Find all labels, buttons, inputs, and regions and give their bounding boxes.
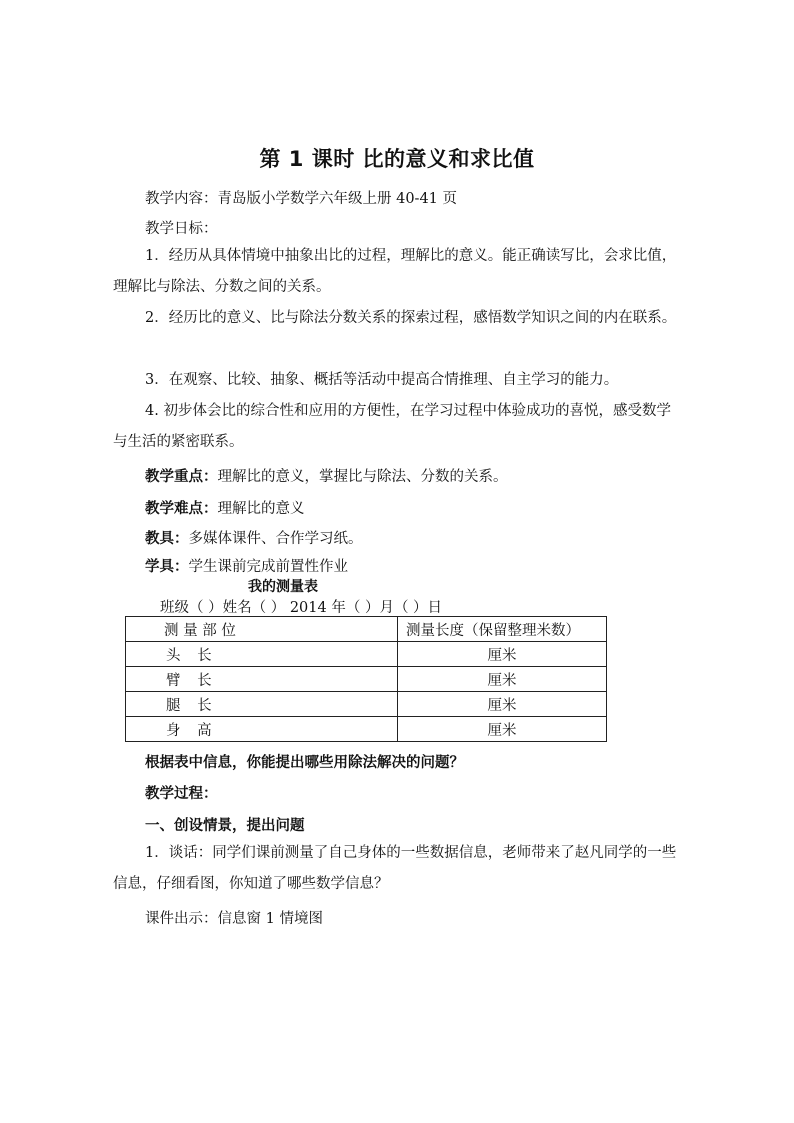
row-unit: 厘米 bbox=[398, 642, 607, 667]
key-point bbox=[145, 465, 508, 486]
lesson-title: 第 1 课时 比的意义和求比值 bbox=[259, 147, 535, 171]
header-part: 测 量 部 位 bbox=[126, 617, 398, 642]
difficulty-label: 教学难点： bbox=[145, 501, 218, 517]
step-1: 1．谈话：同学们课前测量了自己身体的一些数据信息，老师带来了赵凡同学的一些信息，仔细看图，你知道了哪些数学信息？ bbox=[113, 845, 677, 892]
header-length: 测量长度（保留整理米数） bbox=[398, 617, 607, 642]
row-unit: 厘米 bbox=[398, 717, 607, 742]
table-row bbox=[126, 692, 607, 717]
objective-4: 4. 初步体会比的综合性和应用的方便性，在学习过程中体验成功的喜悦，感受数学与生活的紧密联系。 bbox=[113, 403, 671, 450]
student-tools-text: 学生课前完成前置性作业 bbox=[188, 559, 348, 575]
difficulty bbox=[145, 497, 305, 518]
row-part: 身 高 bbox=[126, 717, 398, 742]
table-row bbox=[126, 642, 607, 667]
process-label: 教学过程： bbox=[145, 786, 218, 802]
teaching-content: 教学内容：青岛版小学数学六年级上册 40-41 页 bbox=[145, 191, 458, 207]
objective-1: 1．经历从具体情境中抽象出比的过程，理解比的意义。能正确读写比，会求比值，理解比与除法、分数之间的关系。 bbox=[113, 248, 677, 295]
measurement-table bbox=[125, 616, 607, 742]
row-part: 头 长 bbox=[126, 642, 398, 667]
objective-2: 2．经历比的意义、比与除法分数关系的探索过程，感悟数学知识之间的内在联系。 bbox=[145, 310, 677, 326]
key-point-label: 教学重点： bbox=[145, 469, 218, 485]
student-tools-label: 学具： bbox=[145, 559, 189, 575]
row-part: 腿 长 bbox=[126, 692, 398, 717]
objective-3: 3．在观察、比较、抽象、概括等活动中提高合情推理、自主学习的能力。 bbox=[145, 372, 619, 388]
tools-text: 多媒体课件、合作学习纸。 bbox=[188, 531, 363, 547]
row-unit: 厘米 bbox=[398, 667, 607, 692]
table-row bbox=[126, 717, 607, 742]
tools bbox=[145, 527, 363, 548]
row-unit: 厘米 bbox=[398, 692, 607, 717]
question: 根据表中信息，你能提出哪些用除法解决的问题？ bbox=[145, 755, 464, 771]
student-tools bbox=[145, 555, 348, 576]
table-row bbox=[126, 667, 607, 692]
table-title: 我的测量表 bbox=[248, 579, 318, 595]
section-1-heading: 一、创设情景，提出问题 bbox=[145, 818, 305, 834]
objectives-label: 教学日标： bbox=[145, 221, 218, 237]
table-header-row bbox=[126, 617, 607, 642]
key-point-text: 理解比的意义，掌握比与除法、分数的关系。 bbox=[217, 469, 508, 485]
courseware-line: 课件出示：信息窗 1 情境图 bbox=[145, 911, 323, 927]
tools-label: 教具： bbox=[145, 531, 189, 547]
difficulty-text: 理解比的意义 bbox=[217, 501, 305, 517]
table-info-line: 班级（ ）姓名（ ） 2014 年（ ）月（ ）日 bbox=[160, 600, 443, 616]
row-part: 臂 长 bbox=[126, 667, 398, 692]
